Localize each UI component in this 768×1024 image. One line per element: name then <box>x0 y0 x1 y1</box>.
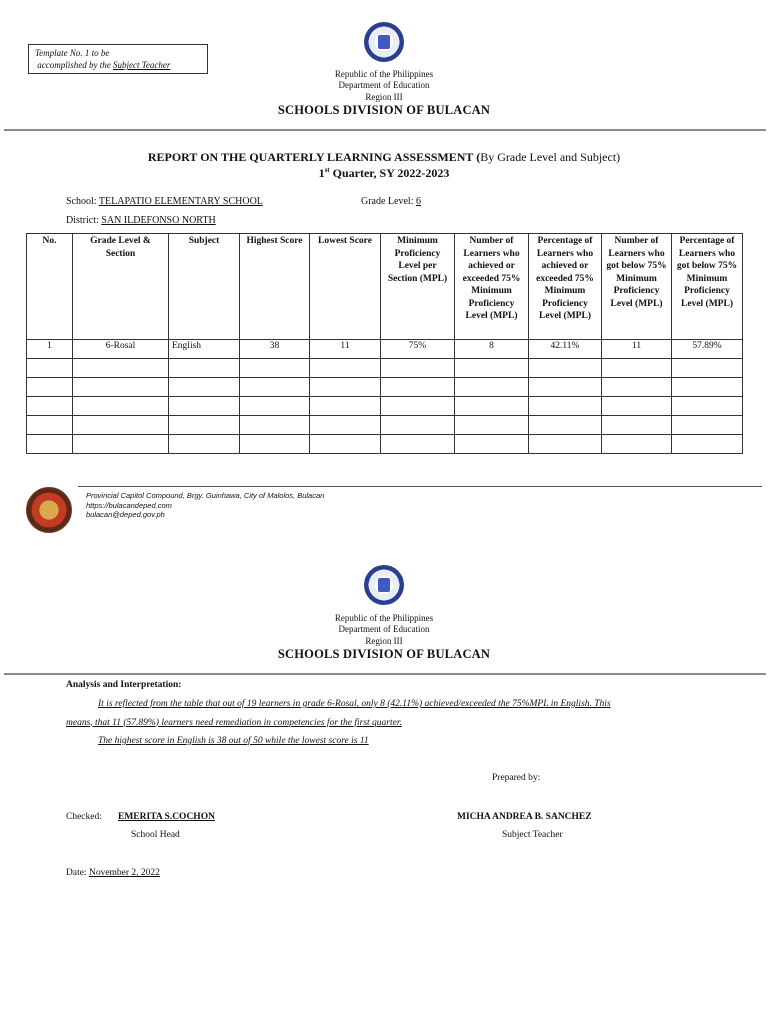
district-field: District: SAN ILDEFONSO NORTH <box>66 215 216 226</box>
deped-seal-icon <box>364 565 404 605</box>
footer-contact <box>86 491 324 520</box>
col-header-pct-below: Percentage of Learners who got below 75% Minimum Proficiency Level (MPL) <box>672 234 743 340</box>
cell-lowest-score: 11 <box>310 340 381 359</box>
deped-seal-icon <box>364 22 404 62</box>
col-header-highest-score: Highest Score <box>240 234 310 340</box>
col-header-grade-section: Grade Level & Section <box>73 234 169 340</box>
footer-email[interactable]: bulacan@deped.gov.ph <box>86 510 165 519</box>
prepared-by-label: Prepared by: <box>492 773 541 783</box>
prepared-title: Subject Teacher <box>502 830 563 840</box>
region-text: Region III <box>365 636 403 646</box>
col-header-num-achieved: Number of Learners who achieved or exceeded 75% Minimum Proficiency Level (MPL) <box>455 234 529 340</box>
cell-no: 1 <box>27 340 73 359</box>
analysis-body <box>66 695 706 751</box>
department-text: Department of Education <box>338 80 430 90</box>
cell-mpl: 75% <box>381 340 455 359</box>
template-note-link: Subject Teacher <box>112 60 171 70</box>
report-quarter: 1st Quarter, SY 2022-2023 <box>318 166 450 180</box>
cell-num-achieved: 8 <box>455 340 529 359</box>
col-header-mpl: Minimum Proficiency Level per Section (MPL) <box>381 234 455 340</box>
col-header-pct-achieved: Percentage of Learners who achieved or exceeded 75% Minimum Proficiency Level (MPL) <box>529 234 602 340</box>
footer-divider <box>78 486 762 487</box>
analysis-heading: Analysis and Interpretation: <box>66 680 182 690</box>
cell-subject: English <box>169 340 240 359</box>
cell-pct-below: 57.89% <box>672 340 743 359</box>
department-text: Department of Education <box>338 624 430 634</box>
analysis-paragraph-1: It is reflected from the table that out of 19 learners in grade 6-Rosal, only 8 (42.11%) achieved/exceeded the 75%MPL in English. This <box>98 699 611 709</box>
cell-grade-section: 6-Rosal <box>73 340 169 359</box>
footer-address: Provincial Capitol Compound, Brgy. Guinhawa, City of Malolos, Bulacan <box>86 491 325 500</box>
analysis-paragraph-2: means, that 11 (57.89%) learners need remediation in competencies for the first quarter. <box>66 717 402 728</box>
header-divider <box>4 673 766 675</box>
cell-highest-score: 38 <box>240 340 310 359</box>
col-header-lowest-score: Lowest Score <box>310 234 381 340</box>
table-row <box>27 340 743 359</box>
school-field: School: TELAPATIO ELEMENTARY SCHOOL <box>66 196 263 207</box>
assessment-table <box>26 233 743 454</box>
analysis-paragraph-3: The highest score in English is 38 out of 50 while the lowest score is 11 <box>98 736 369 746</box>
cell-num-below: 11 <box>602 340 672 359</box>
table-row-empty <box>27 378 743 397</box>
header-divider <box>4 129 766 131</box>
grade-level-field: Grade Level: 6 <box>361 196 421 207</box>
table-row-empty <box>27 397 743 416</box>
division-title: SCHOOLS DIVISION OF BULACAN <box>277 103 491 117</box>
division-title: SCHOOLS DIVISION OF BULACAN <box>277 647 491 661</box>
republic-text: Republic of the Philippines <box>334 613 434 623</box>
table-header-row <box>27 234 743 340</box>
date-field: Date: November 2, 2022 <box>66 868 160 878</box>
table-row-empty <box>27 359 743 378</box>
prepared-name: MICHA ANDREA B. SANCHEZ <box>457 812 592 822</box>
footer-website[interactable]: https://bulacandeped.com <box>86 500 172 510</box>
template-note-line1: Template No. 1 to be <box>35 48 110 58</box>
cell-pct-achieved: 42.11% <box>529 340 602 359</box>
checked-title: School Head <box>131 830 180 840</box>
checked-name: EMERITA S.COCHON <box>118 812 215 822</box>
col-header-subject: Subject <box>169 234 240 340</box>
table-row-empty <box>27 416 743 435</box>
report-title: REPORT ON THE QUARTERLY LEARNING ASSESSMENT (By Grade Level and Subject) <box>147 150 621 164</box>
template-note-line2: accomplished by the Subject Teacher <box>37 60 171 70</box>
region-text: Region III <box>365 92 403 102</box>
col-header-num-below: Number of Learners who got below 75% Minimum Proficiency Level (MPL) <box>602 234 672 340</box>
republic-text: Republic of the Philippines <box>334 69 434 79</box>
col-header-no: No. <box>27 234 73 340</box>
checked-label: Checked: <box>66 812 102 822</box>
bulacan-seal-icon <box>26 487 72 533</box>
table-row-empty <box>27 435 743 454</box>
